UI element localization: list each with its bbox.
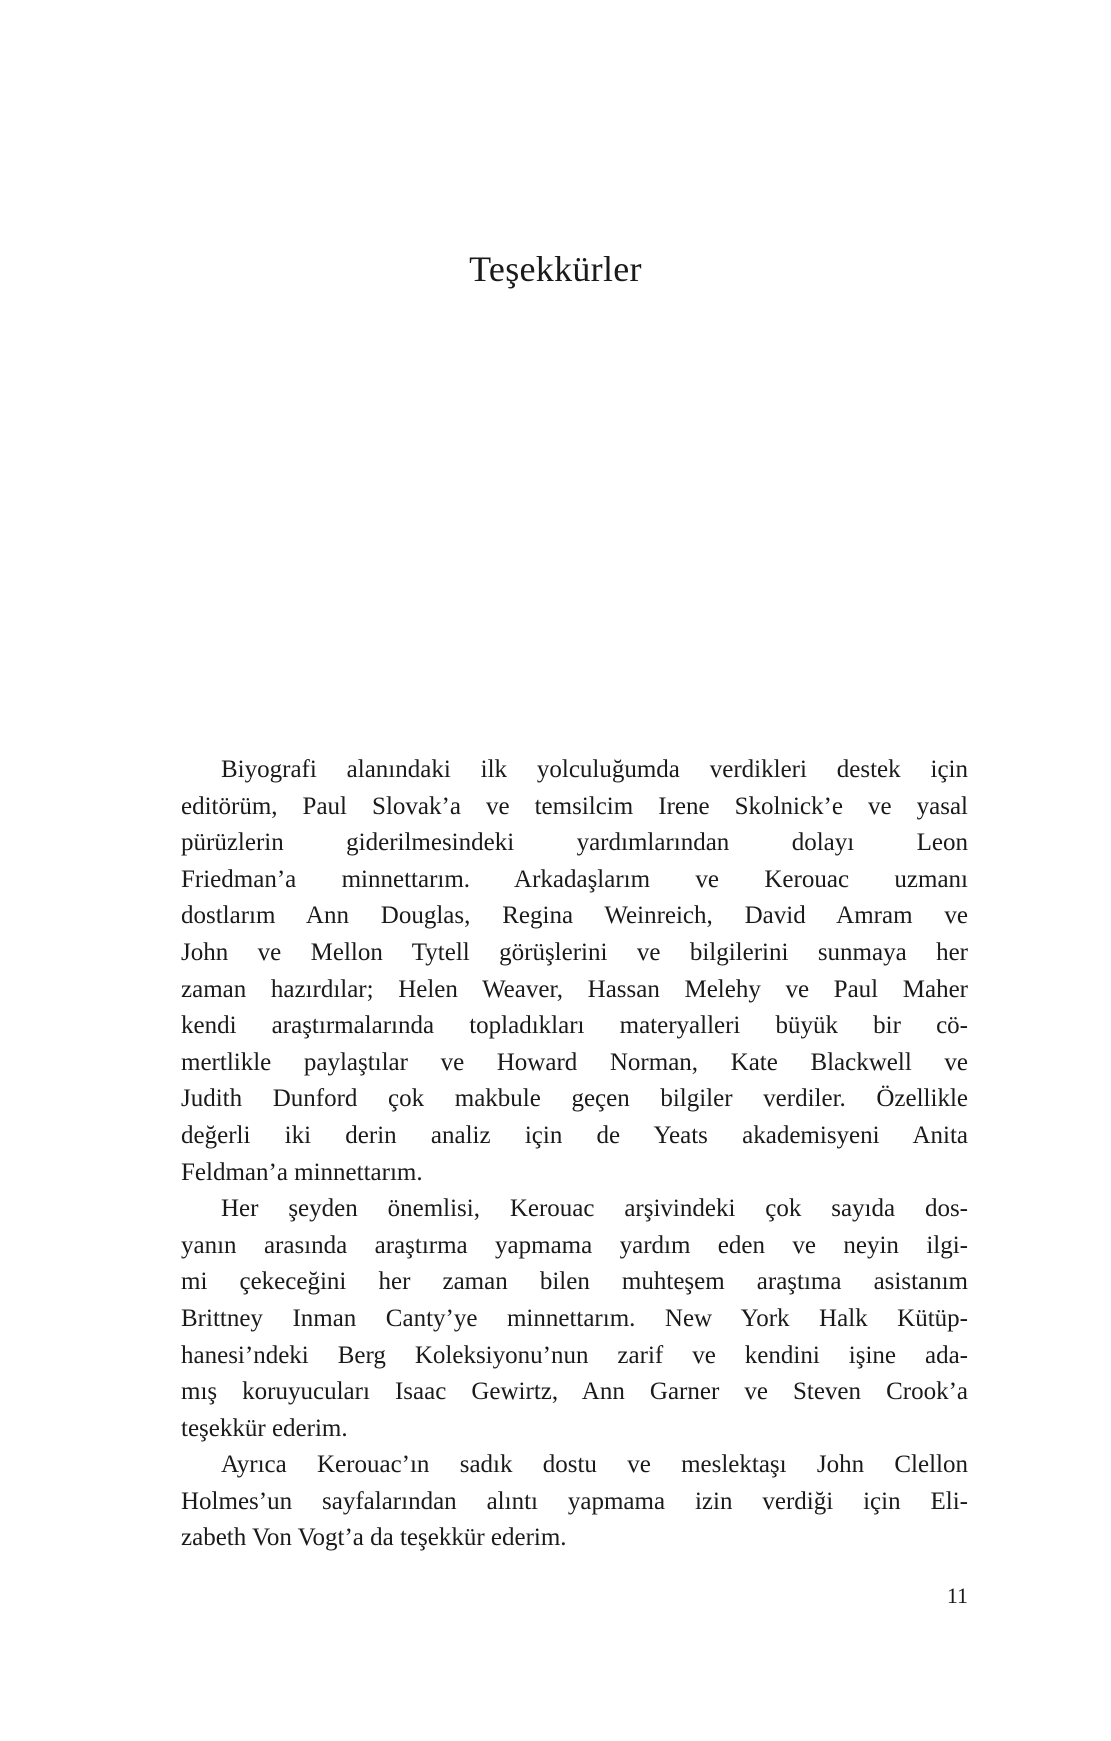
- text-line: hanesi’ndeki Berg Koleksiyonu’nun zarif ve kendini işine ada-: [181, 1341, 968, 1369]
- paragraph-2: [181, 1191, 968, 1447]
- text-line: Brittney Inman Canty’ye minnettarım. New York Halk Kütüp-: [181, 1304, 968, 1332]
- text-line: mi çekeceğini her zaman bilen muhteşem araştıma asistanım: [181, 1268, 968, 1296]
- text-line: Friedman’a minnettarım. Arkadaşlarım ve Kerouac uzmanı: [181, 865, 968, 893]
- text-line: zabeth Von Vogt’a da teşekkür ederim.: [181, 1524, 567, 1552]
- text-line: zaman hazırdılar; Helen Weaver, Hassan Melehy ve Paul Maher: [181, 975, 968, 1003]
- text-line: Feldman’a minnettarım.: [181, 1158, 423, 1186]
- acknowledgements-body: [181, 752, 968, 1557]
- text-line: mış koruyucuları Isaac Gewirtz, Ann Garner ve Steven Crook’a: [181, 1378, 968, 1406]
- text-line: Holmes’un sayfalarından alıntı yapmama izin verdiği için Eli-: [181, 1487, 968, 1515]
- text-line: değerli iki derin analiz için de Yeats akademisyeni Anita: [181, 1121, 968, 1149]
- text-line: Judith Dunford çok makbule geçen bilgiler verdiler. Özellikle: [181, 1085, 968, 1113]
- paragraph-1: [181, 752, 968, 1191]
- paragraph-3: [181, 1447, 968, 1557]
- text-line: Ayrıca Kerouac’ın sadık dostu ve meslektaşı John Clellon: [221, 1451, 968, 1479]
- text-line: dostlarım Ann Douglas, Regina Weinreich, David Amram ve: [181, 902, 968, 930]
- text-line: editörüm, Paul Slovak’a ve temsilcim Irene Skolnick’e ve yasal: [181, 792, 968, 820]
- page-number: 11: [946, 1583, 968, 1608]
- text-line: John ve Mellon Tytell görüşlerini ve bilgilerini sunmaya her: [181, 938, 968, 966]
- text-line: Biyografi alanındaki ilk yolculuğumda verdikleri destek için: [221, 756, 968, 783]
- text-line: kendi araştırmalarında topladıkları materyalleri büyük bir cö-: [181, 1012, 968, 1040]
- text-line: teşekkür ederim.: [181, 1414, 348, 1442]
- text-line: Her şeyden önemlisi, Kerouac arşivindeki çok sayıda dos-: [221, 1195, 968, 1223]
- text-line: pürüzlerin giderilmesindeki yardımlarından dolayı Leon: [181, 829, 968, 857]
- text-line: mertlikle paylaştılar ve Howard Norman, Kate Blackwell ve: [181, 1048, 968, 1076]
- page-title: Teşekkürler: [469, 249, 642, 289]
- text-line: yanın arasında araştırma yapmama yardım eden ve neyin ilgi-: [181, 1231, 968, 1259]
